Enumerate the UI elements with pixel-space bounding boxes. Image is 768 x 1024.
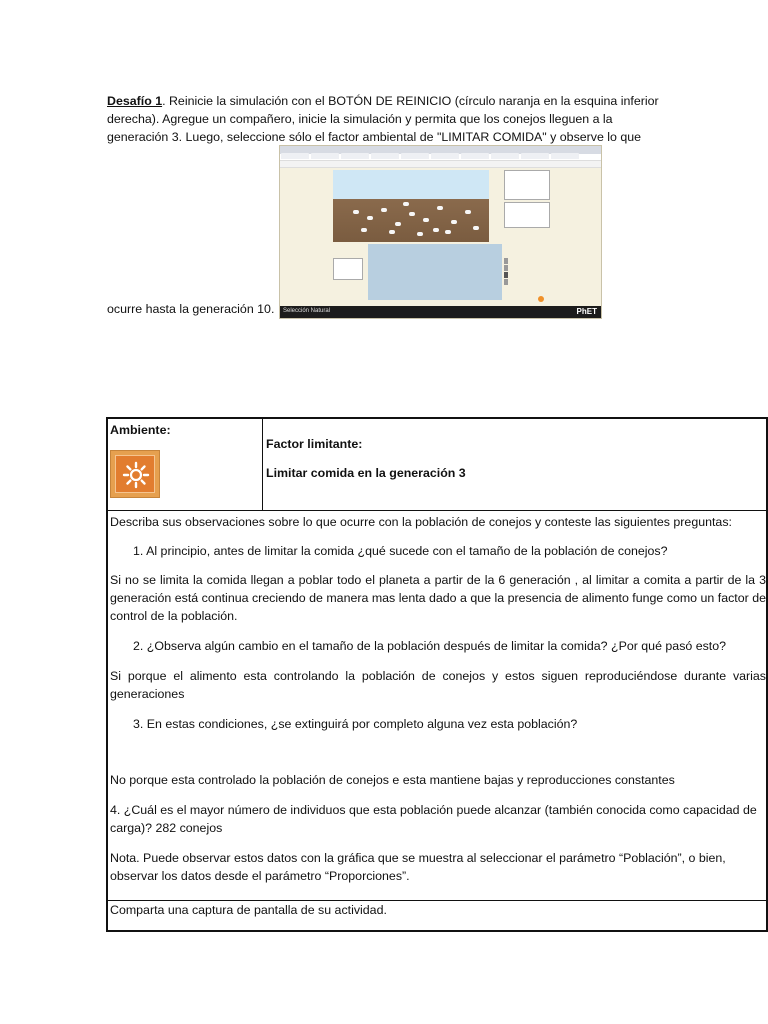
observation-table: [106, 417, 768, 932]
answer-2: Si porque el alimento esta controlando la población de conejos y estos siguen reproduciéndose durante varias generaciones: [110, 669, 766, 701]
phet-logo: PhET: [576, 307, 597, 316]
environmental-factors-panel: [504, 202, 550, 228]
reset-button-icon: [538, 296, 544, 302]
browser-tabs: [280, 146, 601, 154]
factor-value: Limitar comida en la generación 3: [266, 466, 466, 480]
intro-paragraph: [107, 92, 667, 146]
rabbit-habitat-image: [333, 170, 489, 242]
population-graph-area: [368, 244, 502, 300]
sun-environment-icon: [110, 450, 160, 498]
sim-taskbar: [280, 306, 601, 318]
sim-title: Selección Natural: [283, 308, 331, 314]
question-2: 2. ¿Observa algún cambio en el tamaño de la población después de limitar la comida? ¿Por qué pasó esto?: [133, 639, 727, 653]
question-3: 3. En estas condiciones, ¿se extinguirá por completo alguna vez esta población?: [133, 717, 578, 731]
browser-bookmarks-bar: [280, 161, 601, 168]
intro-text: . Reinicie la simulación con el BOTÓN DE REINICIO (círculo naranja en la esquina inferior derecha). Agregue un compañero, inicie la simulación y permita que los conejos lleguen a la generación 3. Luego, seleccione sólo el factor ambiental de "LIMITAR COMIDA" y observe lo que: [107, 94, 659, 144]
sun-icon: [122, 461, 150, 489]
graph-options: [504, 258, 544, 292]
question-4: 4. ¿Cuál es el mayor número de individuos que esta población puede alcanzar (también conocida como capacidad de carga)? 282 conejos: [110, 803, 757, 835]
simulation-screenshot: [279, 145, 602, 319]
answer-1: Si no se limita la comida llegan a poblar todo el planeta a partir de la 6 generación , al limitar a comita a partir de la 3 generación está continua creciendo de manera mas lenta dado a que la presencia de alimento funge como un factor de control de la población.: [110, 573, 766, 623]
column-divider: [262, 419, 263, 510]
row-divider-header: [108, 510, 766, 511]
intro-title: Desafío 1: [107, 94, 163, 108]
factor-label: Factor limitante:: [266, 437, 363, 451]
answer-3: No porque esta controlado la población de conejos e esta mantiene bajas y reproducciones constantes: [110, 773, 675, 787]
note: Nota. Puede observar estos datos con la gráfica que se muestra al seleccionar el parámetro “Población”, o bien, observar los datos desde el parámetro “Proporciones”.: [110, 851, 726, 883]
intro-tail: ocurre hasta la generación 10.: [107, 302, 275, 316]
add-mutation-panel: [504, 170, 550, 200]
instructions: Describa sus observaciones sobre lo que ocurre con la población de conejos y conteste las siguientes preguntas:: [110, 515, 732, 529]
ambiente-label: Ambiente:: [110, 423, 171, 437]
question-1: 1. Al principio, antes de limitar la comida ¿qué sucede con el tamaño de la población de conejos?: [133, 544, 668, 558]
share-instruction: Comparta una captura de pantalla de su actividad.: [110, 903, 387, 917]
graph-legend: [333, 258, 363, 280]
